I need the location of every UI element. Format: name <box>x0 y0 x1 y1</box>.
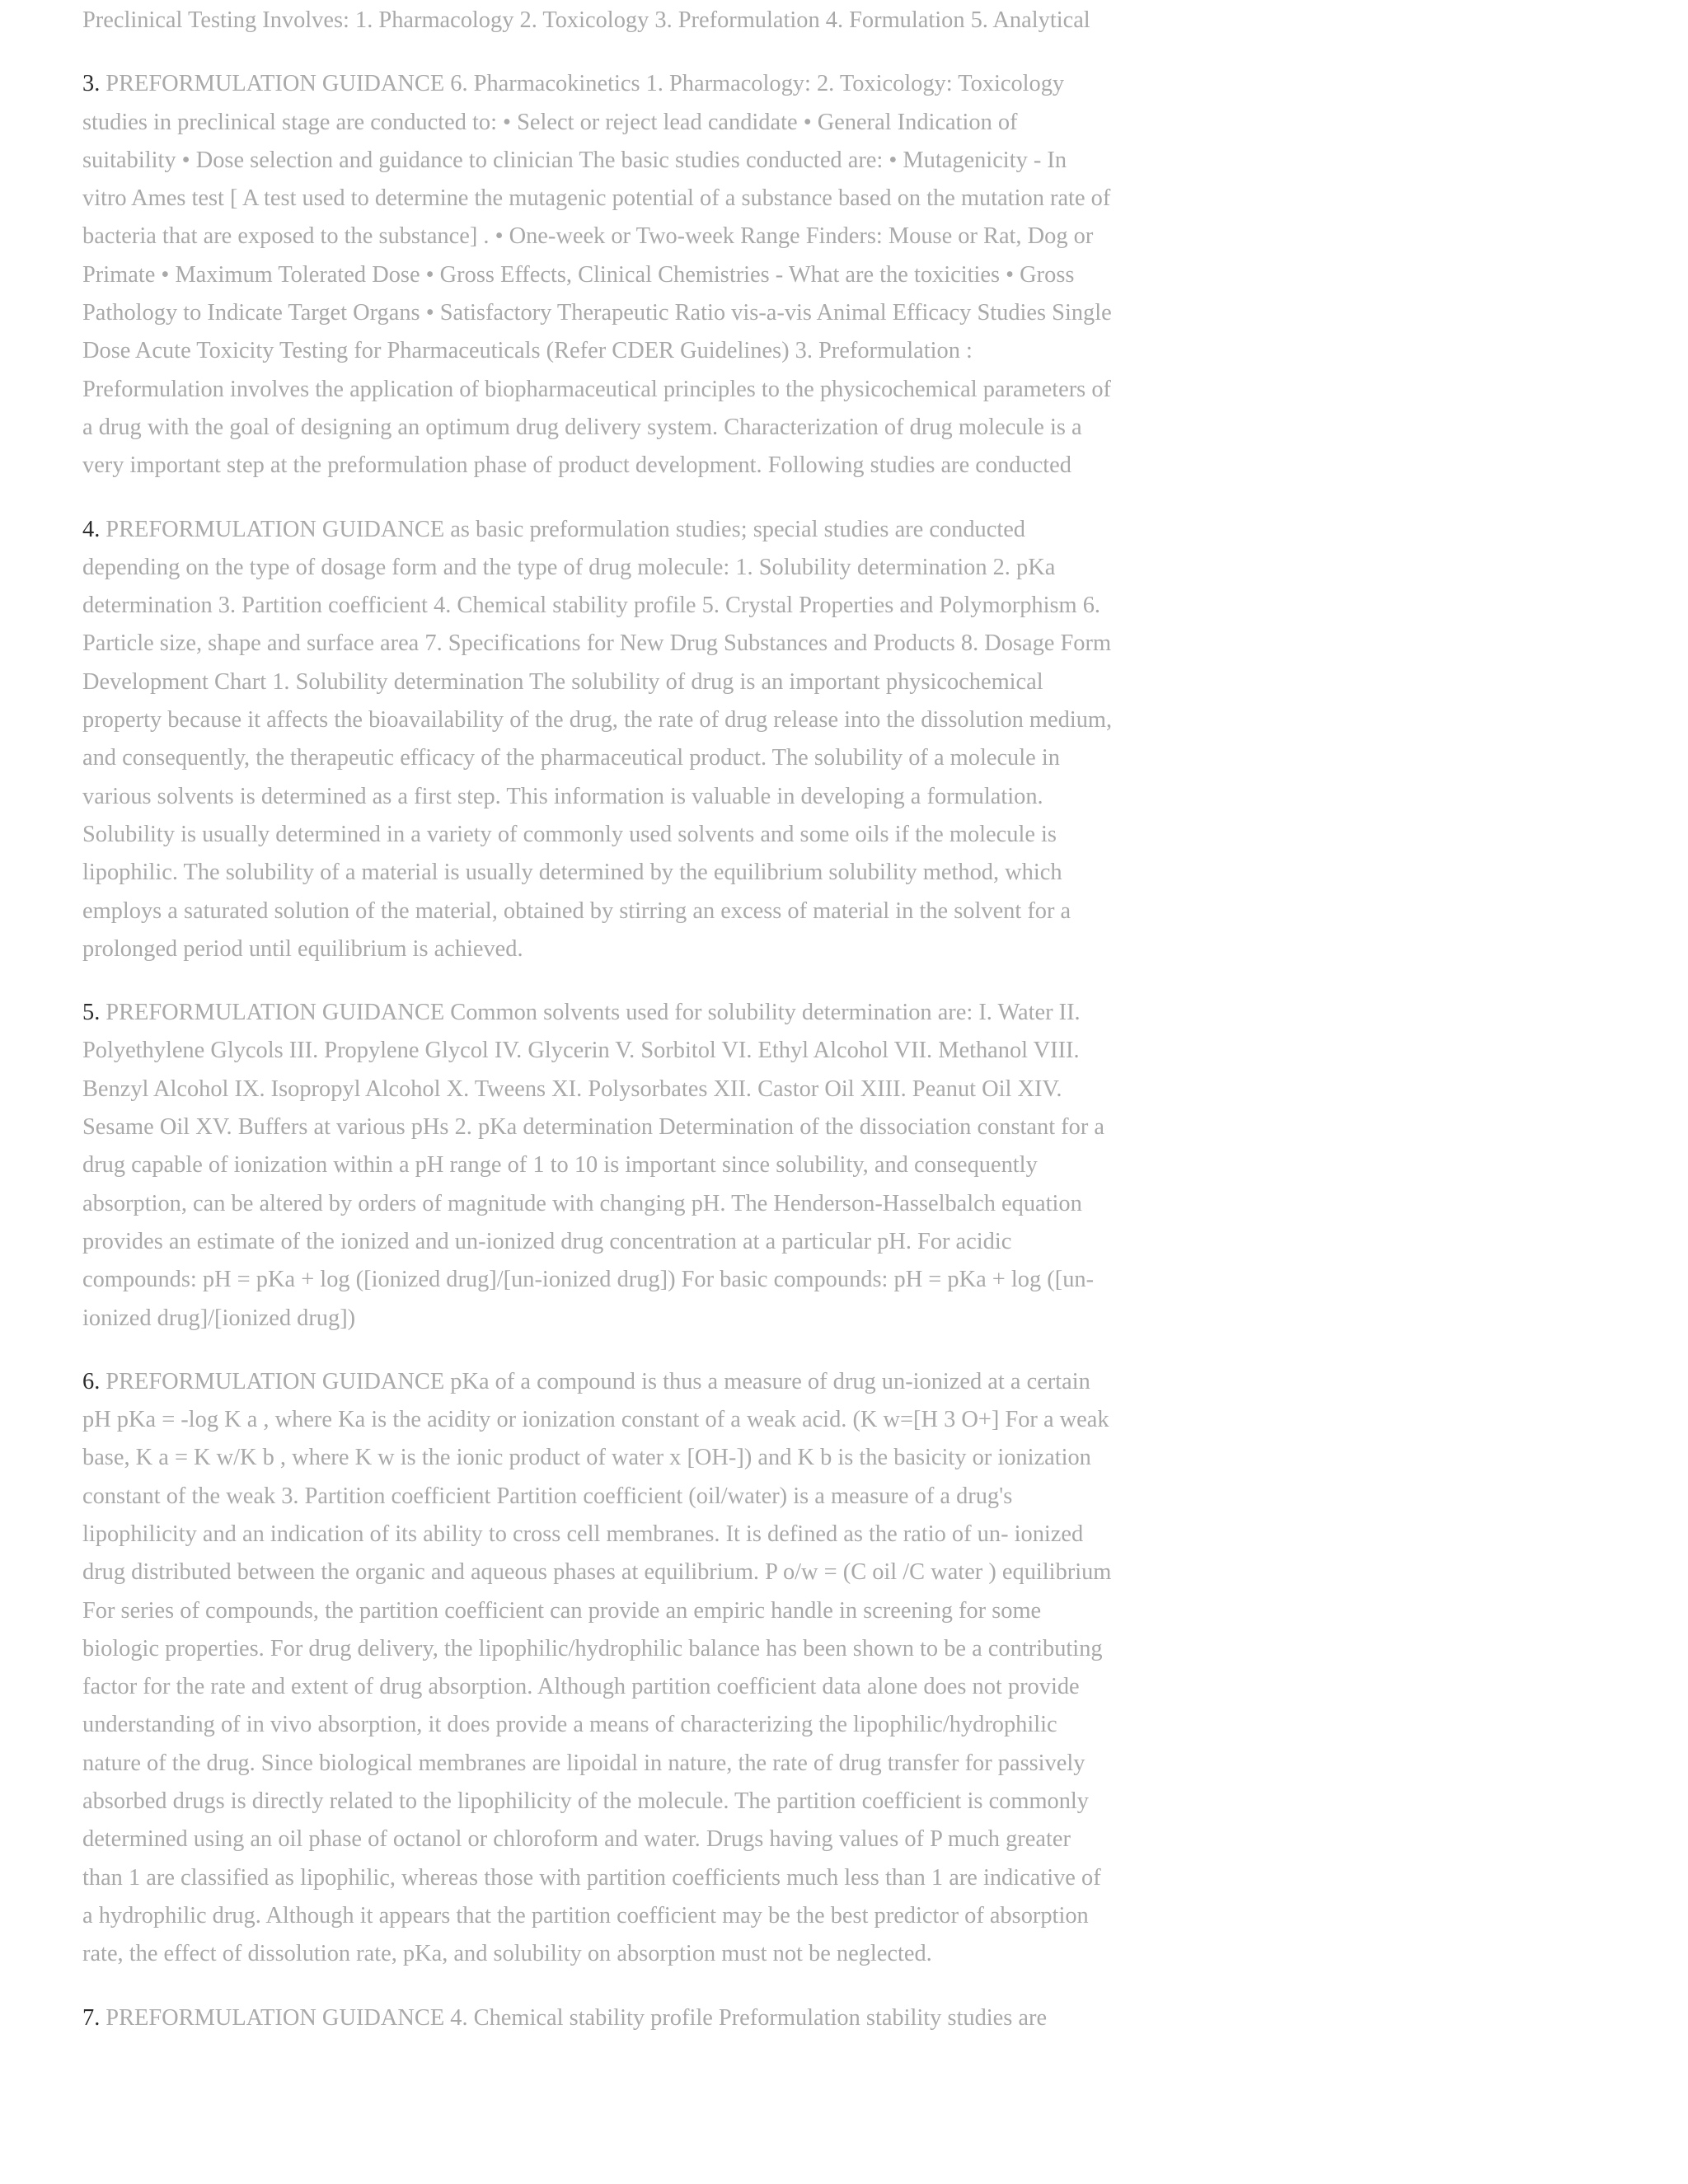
slide-number: 6. <box>82 1368 101 1394</box>
slide-number: 5. <box>82 1000 101 1026</box>
intro-text: Preclinical Testing Involves: 1. Pharmacology 2. Toxicology 3. Preformulation 4. Formulation 5. Analytical <box>82 7 1090 33</box>
slide-text: PREFORMULATION GUIDANCE 4. Chemical stability profile Preformulation stability studies are <box>106 2004 1048 2031</box>
slide-number: 7. <box>82 2004 101 2031</box>
slide-number: 4. <box>82 516 101 542</box>
intro-paragraph <box>82 2 1113 40</box>
slide-paragraph-6 <box>82 1363 1113 1974</box>
slide-paragraph-3 <box>82 65 1113 485</box>
slide-text: PREFORMULATION GUIDANCE Common solvents used for solubility determination are: I. Water II. Polyethylene Glycols III. Propylene Glycol IV. Glycerin V. Sorbitol VI. Ethyl Alcohol VII. Methanol VIII. Benzyl Alcohol IX. Isopropyl Alcohol X. Tweens XI. Polysorbates XII. Castor Oil XIII. Peanut Oil XIV. Sesame Oil XV. Buffers at various pHs 2. pKa determination Determination of the dissociation constant for a drug capable of ionization within a pH range of 1 to 10 is important since solubility, and consequently absorption, can be altered by orders of magnitude with changing pH. The Henderson-Hasselbalch equation provides an estimate of the ionized and un-ionized drug concentration at a particular pH. For acidic compounds: pH = pKa + log ([ionized drug]/[un-ionized drug]) For basic compounds: pH = pKa + log ([un-ionized drug]/[ionized drug]) <box>82 1000 1104 1331</box>
slide-paragraph-4 <box>82 511 1113 969</box>
slide-text: PREFORMULATION GUIDANCE 6. Pharmacokinetics 1. Pharmacology: 2. Toxicology: Toxicology studies in preclinical stage are conducted to: • Select or reject lead candidate • General Indication of suitability • Dose selection and guidance to clinician The basic studies conducted are: • Mutagenicity - In vitro Ames test [ A test used to determine the mutagenic potential of a substance based on the mutation rate of bacteria that are exposed to the substance] . • One-week or Two-week Range Finders: Mouse or Rat, Dog or Primate • Maximum Tolerated Dose • Gross Effects, Clinical Chemistries - What are the toxicities • Gross Pathology to Indicate Target Organs • Satisfactory Therapeutic Ratio vis-a-vis Animal Efficacy Studies Single Dose Acute Toxicity Testing for Pharmaceuticals (Refer CDER Guidelines) 3. Preformulation : Preformulation involves the application of biopharmaceutical principles to the physicochemical parameters of a drug with the goal of designing an optimum drug delivery system. Characterization of drug molecule is a very important step at the preformulation phase of product development. Following studies are conducted <box>82 71 1112 479</box>
slide-text: PREFORMULATION GUIDANCE pKa of a compound is thus a measure of drug un-ionized at a certain pH pKa = -log K a , where Ka is the acidity or ionization constant of a weak acid. (K w=[H 3 O+] For a weak base, K a = K w/K b , where K w is the ionic product of water x [OH-]) and K b is the basicity or ionization constant of the weak 3. Partition coefficient Partition coefficient (oil/water) is a measure of a drug's lipophilicity and an indication of its ability to cross cell membranes. It is defined as the ratio of un- ionized drug distributed between the organic and aqueous phases at equilibrium. P o/w = (C oil /C water ) equilibrium For series of compounds, the partition coefficient can provide an empiric handle in screening for some biologic properties. For drug delivery, the lipophilic/hydrophilic balance has been shown to be a contributing factor for the rate and extent of drug absorption. Although partition coefficient data alone does not provide understanding of in vivo absorption, it does provide a means of characterizing the lipophilic/hydrophilic nature of the drug. Since biological membranes are lipoidal in nature, the rate of drug transfer for passively absorbed drugs is directly related to the lipophilicity of the molecule. The partition coefficient is commonly determined using an oil phase of octanol or chloroform and water. Drugs having values of P much greater than 1 are classified as lipophilic, whereas those with partition coefficients much less than 1 are indicative of a hydrophilic drug. Although it appears that the partition coefficient may be the best predictor of absorption rate, the effect of dissolution rate, pKa, and solubility on absorption must not be neglected. <box>82 1368 1112 1967</box>
document-text <box>82 2 1113 2063</box>
slide-text: PREFORMULATION GUIDANCE as basic preformulation studies; special studies are conducted depending on the type of dosage form and the type of drug molecule: 1. Solubility determination 2. pKa determination 3. Partition coefficient 4. Chemical stability profile 5. Crystal Properties and Polymorphism 6. Particle size, shape and surface area 7. Specifications for New Drug Substances and Products 8. Dosage Form Development Chart 1. Solubility determination The solubility of drug is an important physicochemical property because it affects the bioavailability of the drug, the rate of drug release into the dissolution medium, and consequently, the therapeutic efficacy of the pharmaceutical product. The solubility of a molecule in various solvents is determined as a first step. This information is valuable in developing a formulation. Solubility is usually determined in a variety of commonly used solvents and some oils if the molecule is lipophilic. The solubility of a material is usually determined by the equilibrium solubility method, which employs a saturated solution of the material, obtained by stirring an excess of material in the solvent for a prolonged period until equilibrium is achieved. <box>82 516 1113 962</box>
slide-number: 3. <box>82 71 101 97</box>
slide-paragraph-7 <box>82 1999 1113 2037</box>
slide-paragraph-5 <box>82 994 1113 1338</box>
